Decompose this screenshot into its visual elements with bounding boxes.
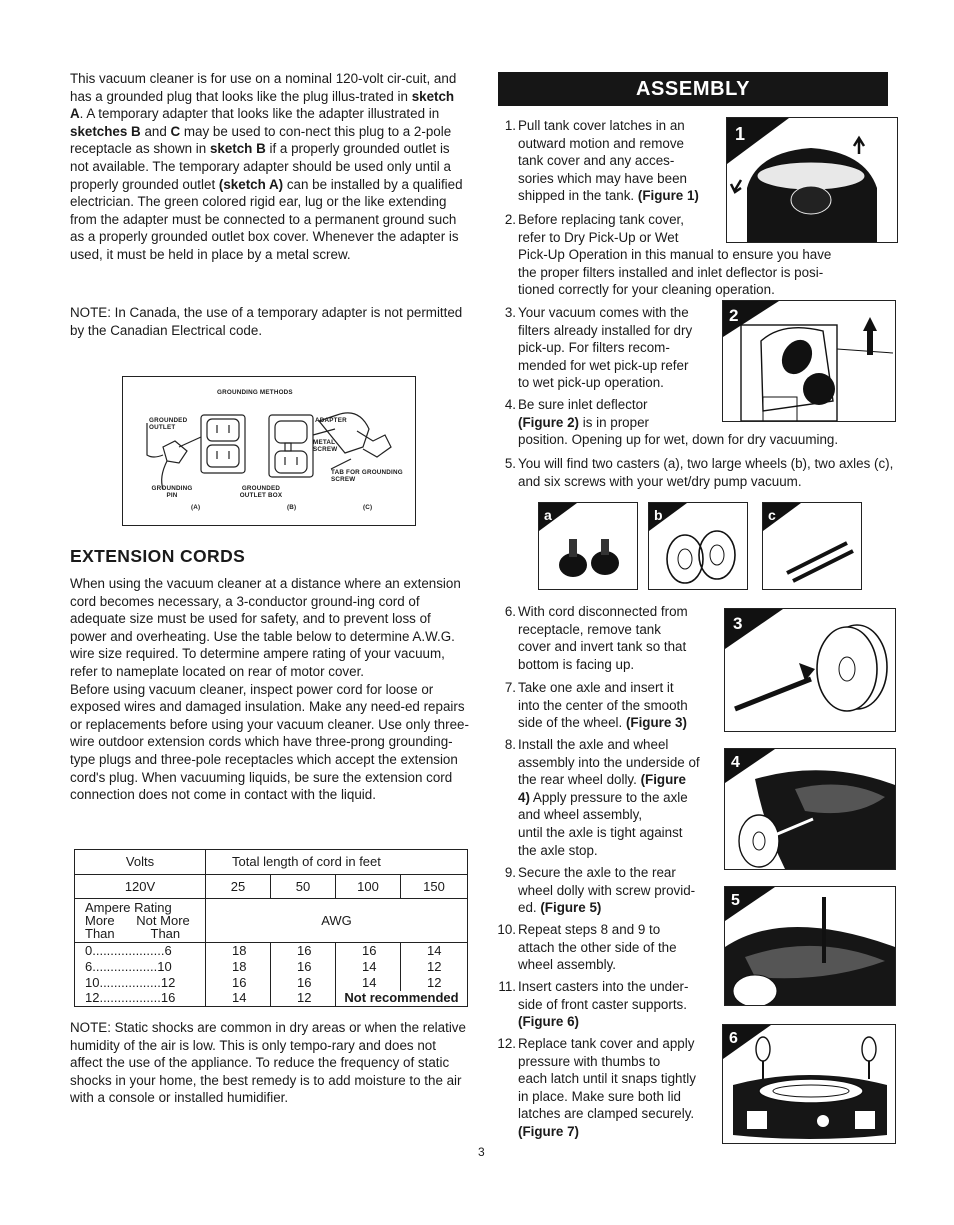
ampere-header: Ampere Rating More Not More Than Than <box>75 899 206 943</box>
length-50: 50 <box>271 875 336 899</box>
figure-6 <box>722 1024 896 1144</box>
extension-paragraph-2: Before using vacuum cleaner, inspect power cord for loose or exposed wires and damaged insulation. Make any need-ed repairs or replacements before using your vacuum cleaner. Use only three-wire outdoor extension cords which have three-prong grounding-type plugs and three-pole receptacles which accept the extension cord's plug. When vacuuming liquids, be sure the extension cord connection does not come in contact with the liquid. <box>70 681 469 803</box>
static-shock-note: NOTE: Static shocks are common in dry areas or when the relative humidity of the air is low. This is only tempo-rary and does not affect the use of the appliance. To reduce the frequency of static shocks in your home, the best remedy is to add moisture to the air with a console or installed humidifier. <box>70 1020 466 1106</box>
figure-1-illustration <box>727 118 897 242</box>
length-25: 25 <box>206 875 271 899</box>
figure-a-illustration <box>539 503 637 589</box>
figure-5-illustration <box>725 887 895 1005</box>
sketch-a-label: (A) <box>191 504 201 511</box>
figure-3-label: 3 <box>733 614 743 633</box>
not-recommended-cell: Not recommended <box>336 991 468 1007</box>
figure-b-label: b <box>654 507 663 523</box>
grounding-pin-label: GROUNDING PIN <box>151 485 193 499</box>
metal-screw-label: METAL SCREW <box>313 439 338 453</box>
grounding-methods-illustration <box>123 377 415 525</box>
figure-5-label: 5 <box>731 892 740 909</box>
page-number: 3 <box>478 1145 485 1159</box>
adapter-label: ADAPTER <box>315 417 347 424</box>
figure-4-illustration <box>725 749 895 869</box>
figure-4-label: 4 <box>731 754 740 771</box>
grounded-outlet-label: GROUNDED OUTLET <box>149 417 188 431</box>
extension-paragraph-1: When using the vacuum cleaner at a distance where an extension cord becomes necessary, a 3-conductor ground-ing cord of adequate size must be used for safety, and to prevent loss of power and overheating. Use the table below to determine A.W.G. wire size required. To determine ampere rating of your vacuum, refer to nameplate located on rear of motor cover. <box>70 576 461 679</box>
grounded-outlet-box-label: GROUNDED OUTLET BOX <box>239 485 283 499</box>
figure-4 <box>724 748 896 870</box>
figure-3 <box>724 608 896 732</box>
sketch-c-label: (C) <box>363 504 373 511</box>
volts-header: Volts <box>75 850 206 875</box>
grounding-methods-title: GROUNDING METHODS <box>217 389 293 396</box>
extension-cords-heading: EXTENSION CORDS <box>70 546 246 566</box>
figure-5 <box>724 886 896 1006</box>
length-150: 150 <box>401 875 468 899</box>
extension-cords-body <box>70 575 470 804</box>
figure-1-label: 1 <box>735 124 746 144</box>
sketch-b-label: (B) <box>287 504 297 511</box>
table-row: 6..................10 18 16 14 12 <box>75 959 468 975</box>
figure-a-casters <box>538 502 638 590</box>
figure-6-illustration <box>723 1025 895 1143</box>
tab-grounding-screw-label: TAB FOR GROUNDING SCREW <box>331 469 403 483</box>
intro-paragraph: This vacuum cleaner is for use on a nominal 120-volt cir-cuit, and has a grounded plug that looks like the plug illus-trated in sketch A. A temporary adapter that looks like the adapter illustrated in sketches B and C may be used to con-nect this plug to a 2-pole receptacle as shown in sketch B if a properly grounded outlet is not available. The temporary adapter should be used only until a properly grounded outlet (sketch A) can be installed by a qualified electrician. The green colored rigid ear, lug or the like extending from the adapter must be connected to a permanent ground such as a properly grounded outlet box cover. Whenever the adapter is used, it must be held in place by a metal screw. <box>70 71 463 262</box>
figure-2-label: 2 <box>729 306 739 325</box>
canada-note: NOTE: In Canada, the use of a temporary adapter is not permitted by the Canadian Electrical code. <box>70 305 463 338</box>
assembly-heading: ASSEMBLY <box>498 72 888 106</box>
figure-b-illustration <box>649 503 747 589</box>
figure-2-illustration <box>723 301 895 421</box>
figure-1 <box>726 117 898 243</box>
table-row: 0....................6 18 16 16 14 <box>75 943 468 959</box>
voltage-cell: 120V <box>75 875 206 899</box>
figure-c-axles <box>762 502 862 590</box>
awg-table <box>74 849 468 1007</box>
figure-6-label: 6 <box>729 1030 738 1047</box>
figure-3-illustration <box>725 609 895 731</box>
awg-header: AWG <box>206 899 468 943</box>
figure-2 <box>722 300 896 422</box>
grounding-methods-figure <box>122 376 416 526</box>
length-header: Total length of cord in feet <box>206 850 468 875</box>
table-row: 12.................16 14 12 Not recommended <box>75 991 468 1007</box>
figure-c-label: c <box>768 507 776 523</box>
length-100: 100 <box>336 875 401 899</box>
figure-c-illustration <box>763 503 861 589</box>
table-row: 10.................12 16 16 14 12 <box>75 975 468 991</box>
figure-b-wheels <box>648 502 748 590</box>
figure-a-label: a <box>544 507 552 523</box>
